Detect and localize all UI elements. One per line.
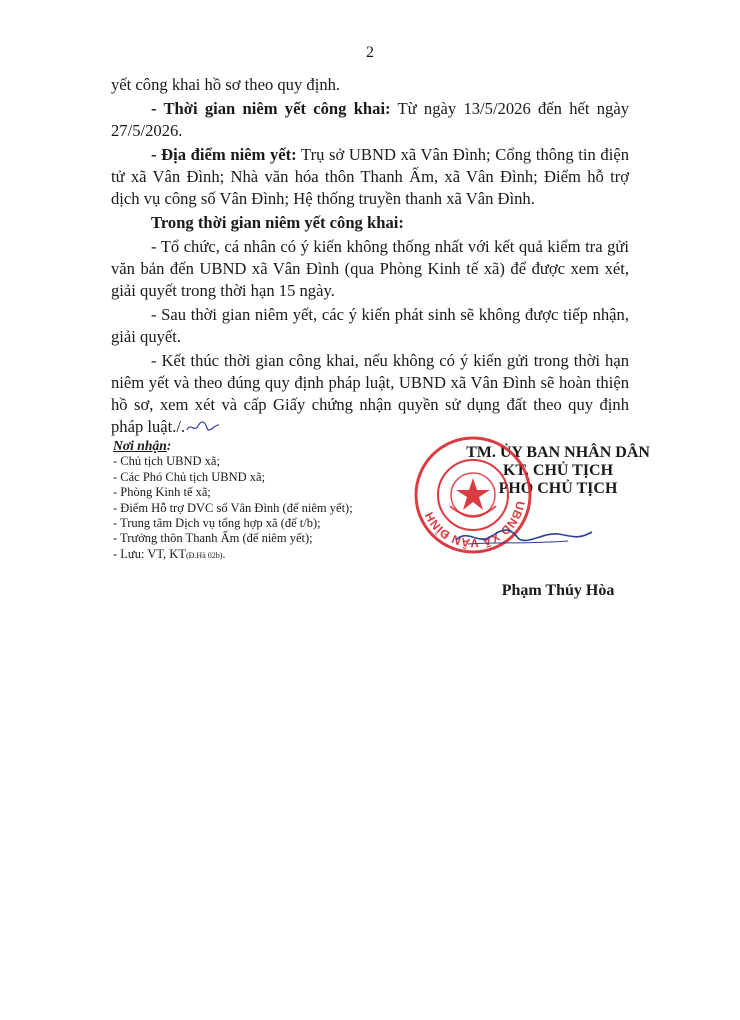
paragraph-after-posting: - Sau thời gian niêm yết, các ý kiến phát sinh sẽ không được tiếp nhận, giải quyết.	[111, 305, 629, 346]
paragraph-posting-time	[111, 98, 629, 142]
signature-title-line-2: KT. CHỦ TỊCH	[502, 462, 614, 479]
seal-text: UBND XÃ VÂN ĐÌNH	[422, 499, 528, 551]
paragraph-1: yết công khai hồ sơ theo quy định.	[111, 75, 341, 94]
signature-title-line-1: TM. ỦY BAN NHÂN DÂN	[466, 444, 650, 461]
posting-time-text: Từ ngày 13/5/2026 đến hết ngày 27/5/2026.	[111, 99, 630, 140]
recipient-item: - Trưởng thôn Thanh Ấm (để niêm yết);	[113, 531, 313, 546]
handwritten-signature-icon	[448, 522, 598, 552]
recipient-item: - Trung tâm Dịch vụ tổng hợp xã (để t/b);	[113, 516, 321, 531]
posting-time-label: - Thời gian niêm yết công khai:	[151, 99, 391, 118]
paragraph-objections: - Tổ chức, cá nhân có ý kiến không thống nhất với kết quả kiểm tra gửi văn bản đến UBND xã Vân Đình (qua Phòng Kinh tế xã) để được xem xét, giải quyết trong thời hạn 15 ngày.	[111, 237, 629, 300]
paragraph-posting-location	[111, 144, 629, 210]
recipient-item-archive: - Lưu: VT, KT(Đ.Hà 02b).	[113, 546, 226, 561]
recipient-item: - Chủ tịch UBND xã;	[113, 454, 220, 469]
paragraph-conclusion	[111, 350, 629, 438]
recipients-title: Nơi nhận:	[113, 438, 172, 453]
page-number: 2	[366, 44, 374, 61]
recipient-item: - Điểm Hỗ trợ DVC số Vân Đình (để niêm yết);	[113, 500, 353, 515]
signature-block	[408, 434, 668, 614]
signer-name: Phạm Thúy Hòa	[501, 582, 615, 599]
recipients-list	[113, 438, 413, 563]
signature-title-line-3: PHÓ CHỦ TỊCH	[498, 480, 618, 497]
posting-location-text: Trụ sở UBND xã Vân Đình; Cổng thông tin điện tử xã Vân Đình; Nhà văn hóa thôn Thanh Ấm, xã Vân Đình; Điểm hỗ trợ dịch vụ công số Vân Đình; Hệ thống truyền thanh xã Vân Đình.	[111, 145, 629, 208]
recipient-item: - Các Phó Chủ tịch UBND xã;	[113, 469, 266, 484]
document-body	[111, 74, 629, 440]
recipient-item: - Phòng Kinh tế xã;	[113, 485, 211, 500]
posting-location-label: - Địa điểm niêm yết:	[151, 145, 297, 164]
initials-scribble-icon	[185, 420, 221, 434]
paragraph-during-posting: Trong thời gian niêm yết công khai:	[151, 213, 404, 232]
conclusion-text: - Kết thúc thời gian công khai, nếu không có ý kiến gửi trong thời hạn niêm yết và theo đúng quy định pháp luật, UBND xã Vân Đình sẽ hoàn thiện hồ sơ, xem xét và cấp Giấy chứng nhận quyền sử dụng đất theo quy định pháp luật./.	[111, 351, 629, 436]
